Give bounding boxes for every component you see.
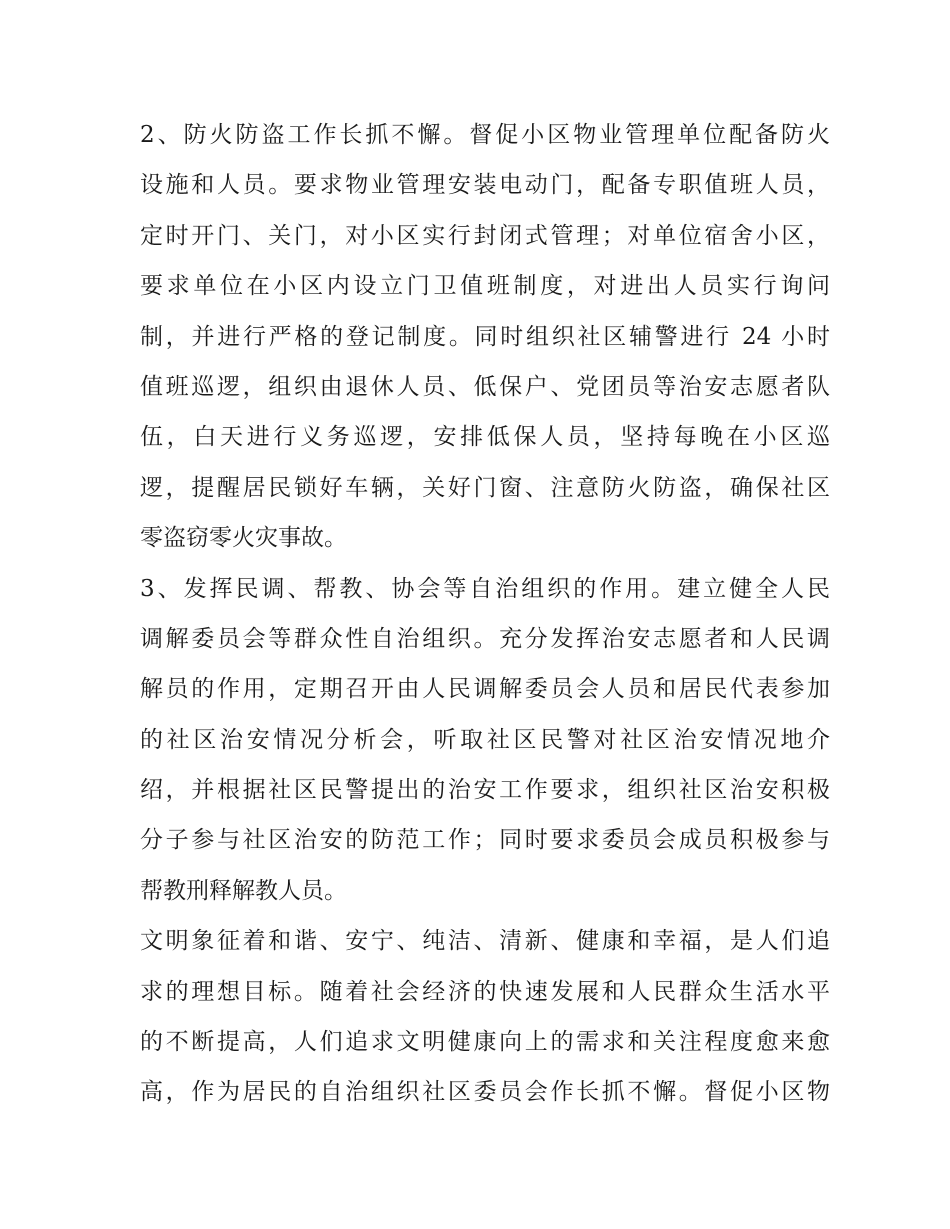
text-line: 的社区治安情况分析会，听取社区民警对社区治安情况地介 [140, 726, 830, 753]
text-line: 2、防火防盗工作长抓不懈。督促小区物业管理单位配备防火 [140, 122, 830, 148]
text-line: 求的理想目标。随着社会经济的快速发展和人民群众生活水平 [140, 978, 830, 1005]
text-line: 逻，提醒居民锁好车辆，关好门窗、注意防火防盗，确保社区 [140, 474, 830, 501]
text-line: 文明象征着和谐、安宁、纯洁、清新、健康和幸福，是人们追 [140, 928, 830, 955]
text-line: 要求单位在小区内设立门卫值班制度，对进出人员实行询问 [140, 273, 830, 300]
text-line: 设施和人员。要求物业管理安装电动门，配备专职值班人员， [140, 172, 830, 199]
text-line: 解员的作用，定期召开由人民调解委员会人员和居民代表参加 [140, 676, 830, 703]
text-line: 分子参与社区治安的防范工作；同时要求委员会成员积极参与 [140, 827, 830, 854]
text-line: 的不断提高，人们追求文明健康向上的需求和关注程度愈来愈 [140, 1029, 830, 1056]
text-line: 制，并进行严格的登记制度。同时组织社区辅警进行 24 小时 [140, 323, 830, 350]
text-line: 调解委员会等群众性自治组织。充分发挥治安志愿者和人民调 [140, 625, 830, 652]
text-line: 高，作为居民的自治组织社区委员会作长抓不懈。督促小区物 [140, 1079, 830, 1106]
text-line: 绍，并根据社区民警提出的治安工作要求，组织社区治安积极 [140, 777, 830, 804]
text-line: 帮教刑释解教人员。 [140, 877, 347, 904]
text-line: 伍，白天进行义务巡逻，安排低保人员，坚持每晚在小区巡 [140, 424, 830, 451]
body-text [140, 110, 830, 1118]
text-line: 定时开门、关门，对小区实行封闭式管理；对单位宿舍小区， [140, 222, 830, 249]
text-line: 3、发挥民调、帮教、协会等自治组织的作用。建立健全人民 [140, 575, 830, 602]
text-line: 值班巡逻，组织由退休人员、低保户、党团员等治安志愿者队 [140, 373, 830, 400]
text-line: 零盗窃零火灾事故。 [140, 525, 347, 552]
